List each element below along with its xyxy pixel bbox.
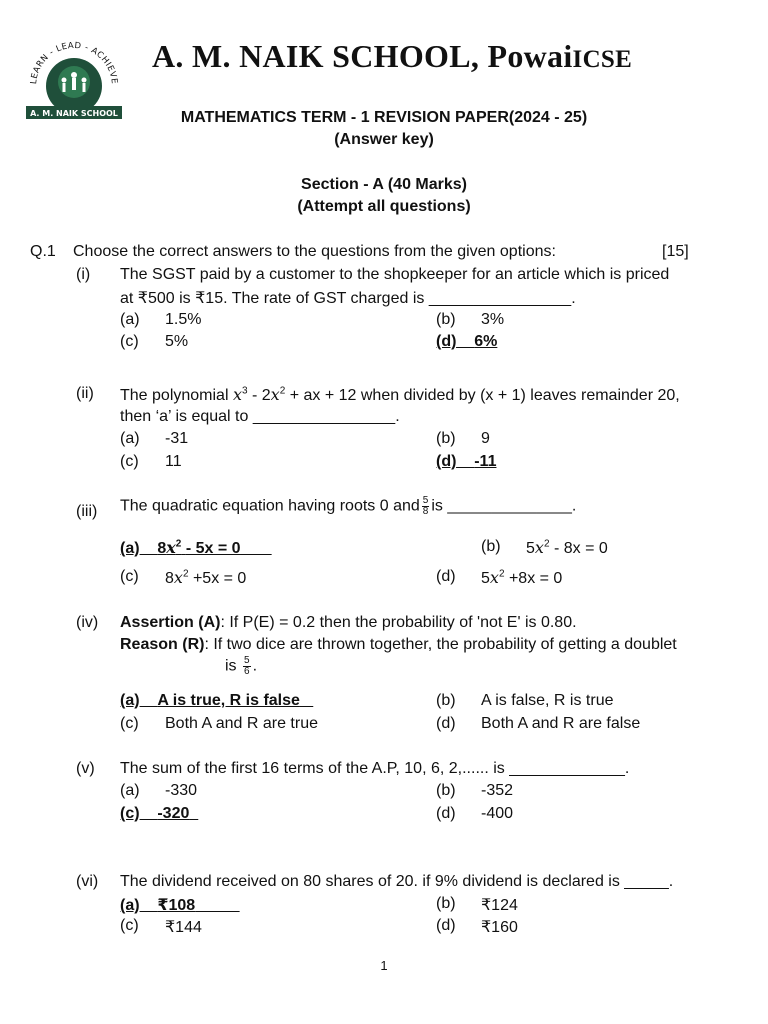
option-label: (b) xyxy=(436,782,456,799)
option-label: (c) xyxy=(120,333,139,350)
logo-motto: LEARN - LEAD - ACHIEVE xyxy=(28,40,120,85)
logo-banner: A. M. NAIK SCHOOL xyxy=(30,109,118,118)
item-text-line: at ₹500 is ₹15. The rate of GST charged is ________________. xyxy=(120,290,576,307)
option-label: (c) xyxy=(120,568,139,585)
option-label: (a) xyxy=(120,430,140,447)
option-label: (d) xyxy=(436,917,456,934)
option-text: Both A and R are true xyxy=(165,715,318,732)
option-text: $5x^2 +8x = 0$ xyxy=(481,568,563,587)
item-text-line: The quadratic equation having roots 0 and $\frac{5}{8}$ is ______________. xyxy=(120,495,577,517)
option-label: (d) xyxy=(436,568,456,585)
option-text: $5x^2 - 8x = 0$ xyxy=(526,538,608,557)
item-number: (ii) xyxy=(76,385,94,402)
fraction: $\frac{5}{8}$ xyxy=(422,495,429,517)
correct-option: (a) $8x^2 - 5x = 0$ xyxy=(120,538,241,557)
option-label: (d) xyxy=(436,805,456,822)
reason-continuation: is $\frac{5}{6}$ . xyxy=(225,655,258,677)
option-text: 5% xyxy=(165,333,189,350)
page-number: 1 xyxy=(380,958,388,973)
correct-option: (a) ₹108 xyxy=(120,897,196,914)
option-label: (c) xyxy=(120,715,139,732)
section-title: Section - A (40 Marks) xyxy=(301,176,467,193)
option-text: A is false, R is true xyxy=(481,692,614,709)
correct-option: (d) -11 xyxy=(436,453,497,470)
correct-option: (d) 6% xyxy=(436,333,498,350)
option-label: (b) xyxy=(481,538,501,555)
option-label: (a) xyxy=(120,782,140,799)
option-text: 3% xyxy=(481,311,505,328)
option-label: (c) xyxy=(120,453,139,470)
option-label: (b) xyxy=(436,311,456,328)
question-instruction: Choose the correct answers to the questions from the given options: xyxy=(73,243,556,260)
option-text: ₹124 xyxy=(481,897,518,914)
item-text-line: The SGST paid by a customer to the shopkeeper for an article which is priced xyxy=(120,266,670,283)
option-text: -31 xyxy=(165,430,189,447)
option-text: 1.5% xyxy=(165,311,202,328)
item-number: (v) xyxy=(76,760,95,777)
option-text: 9 xyxy=(481,430,490,447)
school-board: ICSE xyxy=(572,46,633,73)
item-number: (iii) xyxy=(76,503,98,520)
option-text: -352 xyxy=(481,782,514,799)
item-text-line: The sum of the first 16 terms of the A.P, 10, 6, 2,...... is _____________. xyxy=(120,760,630,777)
question-marks: [15] xyxy=(662,243,689,260)
item-text-line: The polynomial $x^3 - 2x^2$ + ax + 12 when divided by (x + 1) leaves remainder 20, xyxy=(120,385,680,404)
option-text: Both A and R are false xyxy=(481,715,641,732)
paper-title: MATHEMATICS TERM - 1 REVISION PAPER(2024 - 25) xyxy=(180,109,588,126)
question-number: Q.1 xyxy=(30,243,56,260)
item-number: (vi) xyxy=(76,873,99,890)
option-label: (b) xyxy=(436,895,456,912)
correct-option: (c) -320 xyxy=(120,805,190,822)
item-text-line: then ‘a’ is equal to ________________. xyxy=(120,408,400,425)
correct-option: (a) A is true, R is false xyxy=(120,692,300,709)
option-label: (b) xyxy=(436,692,456,709)
item-number: (iv) xyxy=(76,614,99,631)
assertion-line: Assertion (A): If P(E) = 0.2 then the probability of 'not E' is 0.80. xyxy=(120,614,577,631)
item-text-line: The dividend received on 80 shares of 20. if 9% dividend is declared is _____. xyxy=(120,873,674,890)
item-number: (i) xyxy=(76,266,91,283)
option-text: -330 xyxy=(165,782,198,799)
option-text: 11 xyxy=(165,453,182,470)
option-text: ₹144 xyxy=(165,919,202,936)
option-label: (b) xyxy=(436,430,456,447)
section-subtitle: (Attempt all questions) xyxy=(297,198,471,215)
option-text: $8x^2 +5x = 0$ xyxy=(165,568,247,587)
option-label: (c) xyxy=(120,917,139,934)
option-label: (a) xyxy=(120,311,140,328)
school-name: A. M. NAIK SCHOOL, PowaiICSE xyxy=(152,38,633,74)
reason-line: Reason (R): If two dice are thrown together, the probability of getting a doublet xyxy=(120,636,677,653)
option-label: (d) xyxy=(436,715,456,732)
paper-subtitle: (Answer key) xyxy=(334,131,434,148)
option-text: -400 xyxy=(481,805,514,822)
option-text: ₹160 xyxy=(481,919,518,936)
fraction: $\frac{5}{6}$ xyxy=(244,655,250,677)
